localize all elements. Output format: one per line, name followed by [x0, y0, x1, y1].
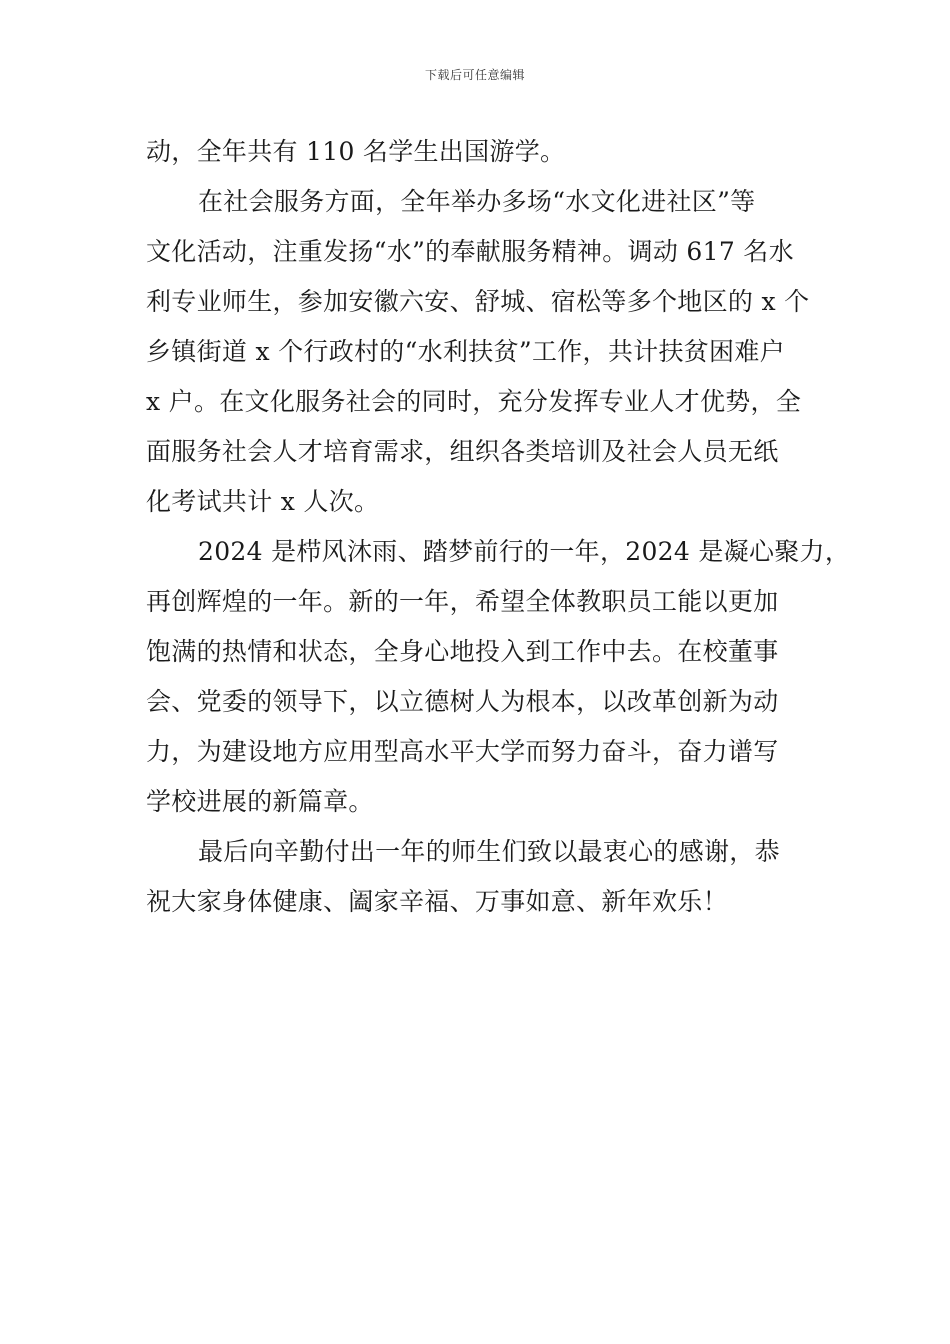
paragraph-start-line: 2024 是栉风沐雨、踏梦前行的一年，2024 是凝心聚力，: [198, 537, 851, 566]
text-line: 面服务社会人才培育需求，组织各类培训及社会人员无纸: [146, 437, 779, 466]
text-line: 饱满的热情和状态，全身心地投入到工作中去。在校董事: [146, 637, 779, 666]
paragraph-start-line: 最后向辛勤付出一年的师生们致以最衷心的感谢，恭: [198, 837, 780, 866]
text-line: 祝大家身体健康、阖家辛福、万事如意、新年欢乐！: [146, 887, 728, 916]
text-line: 会、党委的领导下，以立德树人为根本，以改革创新为动: [146, 687, 779, 716]
text-line: 利专业师生，参加安徽六安、舒城、宿松等多个地区的 x 个: [146, 287, 810, 316]
text-line: 文化活动，注重发扬“水”的奉献服务精神。调动 617 名水: [146, 237, 794, 266]
text-line: 力，为建设地方应用型高水平大学而努力奋斗，奋力谱写: [146, 737, 779, 766]
text-line: 再创辉煌的一年。新的一年，希望全体教职员工能以更加: [146, 587, 779, 616]
text-line: 化考试共计 x 人次。: [146, 487, 380, 516]
header-note: 下载后可任意编辑: [424, 68, 525, 82]
text-line: 动，全年共有 110 名学生出国游学。: [146, 137, 566, 166]
text-line: x 户。在文化服务社会的同时，充分发挥专业人才优势，全: [146, 387, 802, 416]
paragraph-start-line: 在社会服务方面，全年举办多场“水文化进社区”等: [198, 187, 756, 216]
text-line: 乡镇街道 x 个行政村的“水利扶贫”工作，共计扶贫困难户: [146, 337, 785, 366]
document-body: [146, 127, 851, 927]
text-line: 学校进展的新篇章。: [146, 787, 374, 816]
